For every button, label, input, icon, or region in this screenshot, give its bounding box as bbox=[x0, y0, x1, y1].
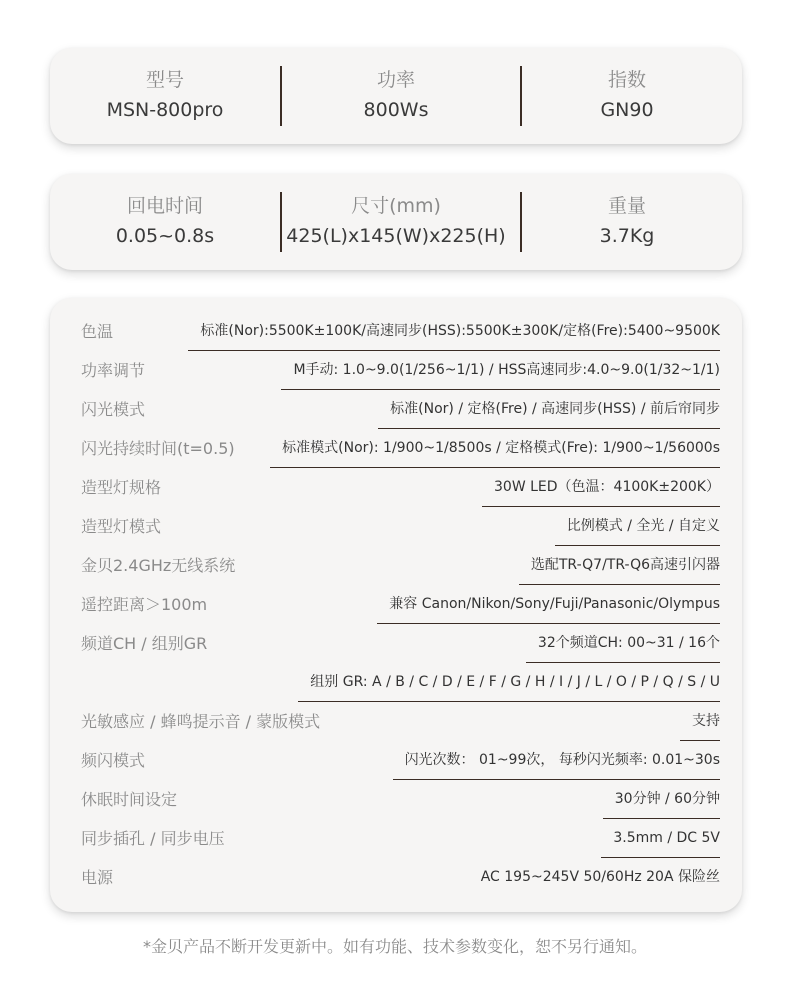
guide-number-label: 指数 bbox=[607, 69, 646, 91]
weight-value: 3.7Kg bbox=[599, 225, 655, 247]
spec-value: 3.5mm / DC 5V bbox=[613, 830, 720, 846]
spec-value: 兼容 Canon/Nikon/Sony/Fuji/Panasonic/Olympus bbox=[389, 596, 720, 612]
spec-name: 频闪模式 bbox=[81, 751, 146, 770]
spec-table-card bbox=[50, 298, 742, 912]
spec-value: 闪光次数： 01~99次， 每秒闪光频率: 0.01~30s bbox=[404, 752, 720, 768]
spec-row bbox=[50, 859, 742, 898]
spec-row bbox=[50, 352, 742, 391]
spec-row bbox=[50, 625, 742, 664]
spec-row bbox=[50, 391, 742, 430]
spec-value: 标准(Nor) / 定格(Fre) / 高速同步(HSS) / 前后帘同步 bbox=[390, 401, 720, 417]
dimensions-cell bbox=[281, 174, 511, 270]
spec-row bbox=[50, 703, 742, 742]
spec-name: 电源 bbox=[81, 868, 114, 887]
spec-value: 支持 bbox=[692, 713, 720, 729]
spec-summary-card-2 bbox=[50, 174, 742, 270]
row-underline bbox=[188, 350, 720, 351]
spec-row bbox=[50, 469, 742, 508]
dimensions-value: 425(L)x145(W)x225(H) bbox=[286, 225, 506, 247]
guide-number-value: GN90 bbox=[600, 99, 654, 121]
spec-name: 造型灯规格 bbox=[81, 478, 162, 497]
recycle-time-value: 0.05~0.8s bbox=[115, 225, 215, 247]
row-underline bbox=[378, 428, 720, 429]
spec-row bbox=[50, 820, 742, 859]
row-underline bbox=[603, 818, 720, 819]
spec-value: 30分钟 / 60分钟 bbox=[614, 791, 720, 807]
spec-name: 色温 bbox=[81, 322, 114, 341]
model-label: 型号 bbox=[145, 69, 184, 91]
weight-label: 重量 bbox=[607, 195, 646, 217]
row-underline bbox=[601, 857, 720, 858]
model-cell bbox=[50, 48, 280, 144]
spec-value: 组别 GR: A / B / C / D / E / F / G / H / I / J / L / O / P / Q / S / U bbox=[310, 674, 720, 690]
spec-value: AC 195~245V 50/60Hz 20A 保险丝 bbox=[480, 869, 720, 885]
spec-name: 功率调节 bbox=[81, 361, 146, 380]
spec-row bbox=[50, 781, 742, 820]
spec-name: 休眠时间设定 bbox=[81, 790, 178, 809]
dimensions-label: 尺寸(mm) bbox=[351, 195, 441, 217]
spec-value: 标准模式(Nor): 1/900~1/8500s / 定格模式(Fre): 1/900~1/56000s bbox=[282, 440, 720, 456]
spec-name: 造型灯模式 bbox=[81, 517, 162, 536]
disclaimer-footnote: *金贝产品不断开发更新中。如有功能、技术参数变化，恕不另行通知。 bbox=[142, 937, 647, 956]
guide-number-cell bbox=[512, 48, 742, 144]
spec-row bbox=[50, 508, 742, 547]
power-value: 800Ws bbox=[363, 99, 429, 121]
row-underline bbox=[298, 701, 720, 702]
weight-cell bbox=[512, 174, 742, 270]
spec-name: 金贝2.4GHz无线系统 bbox=[81, 556, 236, 575]
spec-name: 遥控距离＞100m bbox=[81, 595, 208, 614]
row-underline bbox=[519, 584, 720, 585]
recycle-time-cell bbox=[50, 174, 280, 270]
row-underline bbox=[555, 545, 720, 546]
spec-value: 32个频道CH: 00~31 / 16个 bbox=[537, 635, 720, 651]
spec-row bbox=[50, 547, 742, 586]
row-underline bbox=[393, 779, 720, 780]
row-underline bbox=[270, 467, 720, 468]
power-label: 功率 bbox=[376, 69, 415, 91]
spec-value: 标准(Nor):5500K±100K/高速同步(HSS):5500K±300K/定格(Fre):5400~9500K bbox=[200, 323, 720, 339]
recycle-time-label: 回电时间 bbox=[126, 195, 203, 217]
spec-summary-card-1 bbox=[50, 48, 742, 144]
spec-row bbox=[50, 430, 742, 469]
model-value: MSN-800pro bbox=[106, 99, 224, 121]
spec-name: 同步插孔 / 同步电压 bbox=[81, 829, 225, 848]
spec-value: M手动: 1.0~9.0(1/256~1/1) / HSS高速同步:4.0~9.0(1/32~1/1) bbox=[293, 362, 720, 378]
spec-value: 30W LED（色温：4100K±200K） bbox=[494, 479, 720, 495]
spec-row bbox=[50, 742, 742, 781]
row-underline bbox=[281, 389, 720, 390]
row-underline bbox=[377, 623, 720, 624]
power-cell bbox=[281, 48, 511, 144]
spec-name: 闪光持续时间(t=0.5) bbox=[81, 439, 235, 458]
spec-name: 闪光模式 bbox=[81, 400, 146, 419]
row-underline bbox=[526, 662, 720, 663]
spec-value: 比例模式 / 全光 / 自定义 bbox=[566, 518, 720, 534]
spec-value: 选配TR-Q7/TR-Q6高速引闪器 bbox=[530, 557, 720, 573]
spec-row bbox=[50, 313, 742, 352]
spec-row bbox=[50, 664, 742, 703]
spec-name: 频道CH / 组别GR bbox=[81, 634, 208, 653]
spec-name: 光敏感应 / 蜂鸣提示音 / 蒙版模式 bbox=[81, 712, 321, 731]
row-underline bbox=[680, 740, 720, 741]
spec-row bbox=[50, 586, 742, 625]
row-underline bbox=[482, 506, 720, 507]
